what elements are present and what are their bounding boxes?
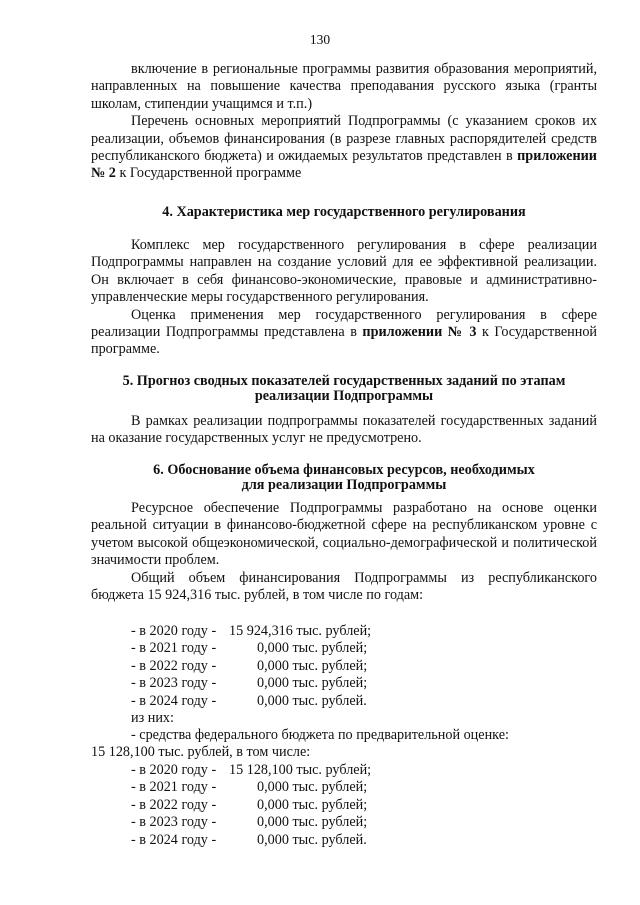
year-label: - в 2022 году - bbox=[131, 657, 217, 674]
section-4-p2-tail: к Государственной программе. bbox=[91, 324, 598, 358]
section-4-heading-block bbox=[91, 205, 597, 220]
year-label: - в 2021 году - bbox=[131, 640, 217, 657]
list-item bbox=[131, 797, 371, 814]
section-4-paragraph-1: Комплекс мер государственного регулирования в сфере реализации Подпрограммы направлен на создание условий для ее эффективной реализации. Он включает в себя финансово-экономические, правовые и административно-управленческие меры государственного регулирования. bbox=[91, 237, 597, 306]
list-item bbox=[131, 623, 371, 640]
year-value: 0,000 тыс. рублей. bbox=[257, 831, 367, 848]
federal-line-1: - средства федерального бюджета по предварительной оценке: bbox=[131, 727, 509, 743]
list-item bbox=[131, 658, 371, 675]
year-value: 0,000 тыс. рублей; bbox=[257, 814, 368, 831]
section-6-title-line-1: 6. Обоснование объема финансовых ресурсов, необходимых bbox=[153, 462, 535, 478]
years-total-list bbox=[131, 623, 371, 727]
year-value: 0,000 тыс. рублей; bbox=[257, 657, 368, 674]
year-label: - в 2023 году - bbox=[131, 675, 217, 692]
year-label: - в 2022 году - bbox=[131, 796, 217, 813]
years-federal-list bbox=[131, 762, 371, 849]
appendix-2-ref: приложении № 2 bbox=[91, 148, 597, 182]
year-label: - в 2020 году - bbox=[131, 623, 217, 639]
section-6-paragraph-1: Ресурсное обеспечение Подпрограммы разработано на основе оценки реальной ситуации в финансово-бюджетной сфере на республиканском уровне с учетом высокой общеэкономической, социально-демографической и политической значимости проблем. bbox=[91, 500, 597, 569]
year-label: - в 2020 году - bbox=[131, 762, 217, 778]
section-5-paragraph-1: В рамках реализации подпрограммы показателей государственных заданий на оказание государственных услуг не предусмотрено. bbox=[91, 413, 597, 447]
section-5-title-line-1: 5. Прогноз сводных показателей государственных заданий по этапам bbox=[122, 373, 566, 389]
section-4-p2-text: Оценка применения мер государственного регулирования в сфере реализации Подпрограммы представлена в bbox=[91, 306, 597, 341]
list-item bbox=[131, 832, 371, 849]
year-value: 0,000 тыс. рублей. bbox=[257, 692, 367, 709]
year-value: 0,000 тыс. рублей; bbox=[257, 796, 368, 813]
year-value: 15 924,316 тыс. рублей; bbox=[229, 623, 372, 639]
year-value: 0,000 тыс. рублей; bbox=[257, 675, 368, 692]
page-number: 130 bbox=[309, 32, 331, 47]
intro-paragraph-2 bbox=[91, 113, 597, 183]
section-6-heading-block bbox=[91, 463, 597, 493]
year-label: - в 2024 году - bbox=[131, 692, 217, 709]
list-item bbox=[131, 779, 371, 796]
section-6-paragraph-2: Общий объем финансирования Подпрограммы из республиканского бюджета 15 924,316 тыс. рублей, в том числе по годам: bbox=[91, 569, 597, 604]
list-item bbox=[131, 693, 371, 710]
intro-p2-text: Перечень основных мероприятий Подпрограммы (с указанием сроков их реализации, объемов финансирования (в разрезе главных распорядителей средств республиканского бюджета) и ожидаемых результатов представлен в bbox=[91, 113, 597, 165]
intro-p2-tail: к Государственной программе bbox=[115, 165, 302, 182]
appendix-3-ref: приложении № 3 bbox=[362, 324, 477, 341]
intro-block bbox=[91, 61, 597, 183]
year-label: - в 2024 году - bbox=[131, 831, 217, 848]
federal-line-2: 15 128,100 тыс. рублей, в том числе: bbox=[91, 744, 311, 761]
section-5-body bbox=[91, 413, 597, 448]
year-label: - в 2023 году - bbox=[131, 814, 217, 831]
intro-paragraph-1: включение в региональные программы развития образования мероприятий, направленных на повышение качества преподавания русского языка (гранты школам, стипендии учащимся и т.п.) bbox=[91, 61, 597, 112]
of-them-label: из них: bbox=[131, 709, 174, 726]
year-value: 0,000 тыс. рублей; bbox=[257, 640, 368, 657]
section-5-heading-block bbox=[91, 374, 597, 404]
year-value: 15 128,100 тыс. рублей; bbox=[229, 762, 372, 778]
section-4-body bbox=[91, 237, 597, 359]
section-4-paragraph-2 bbox=[91, 307, 597, 359]
list-item bbox=[131, 675, 371, 692]
section-5-title-line-2: реализации Подпрограммы bbox=[254, 388, 434, 404]
section-6-body bbox=[91, 500, 597, 604]
year-value: 0,000 тыс. рублей; bbox=[257, 779, 368, 796]
list-item bbox=[131, 814, 371, 831]
year-label: - в 2021 году - bbox=[131, 779, 217, 796]
list-item bbox=[131, 762, 371, 779]
federal-budget-block bbox=[91, 727, 597, 762]
section-6-title-line-2: для реализации Подпрограммы bbox=[241, 477, 447, 493]
section-4-title: 4. Характеристика мер государственного регулирования bbox=[162, 204, 526, 220]
list-item bbox=[131, 640, 371, 657]
